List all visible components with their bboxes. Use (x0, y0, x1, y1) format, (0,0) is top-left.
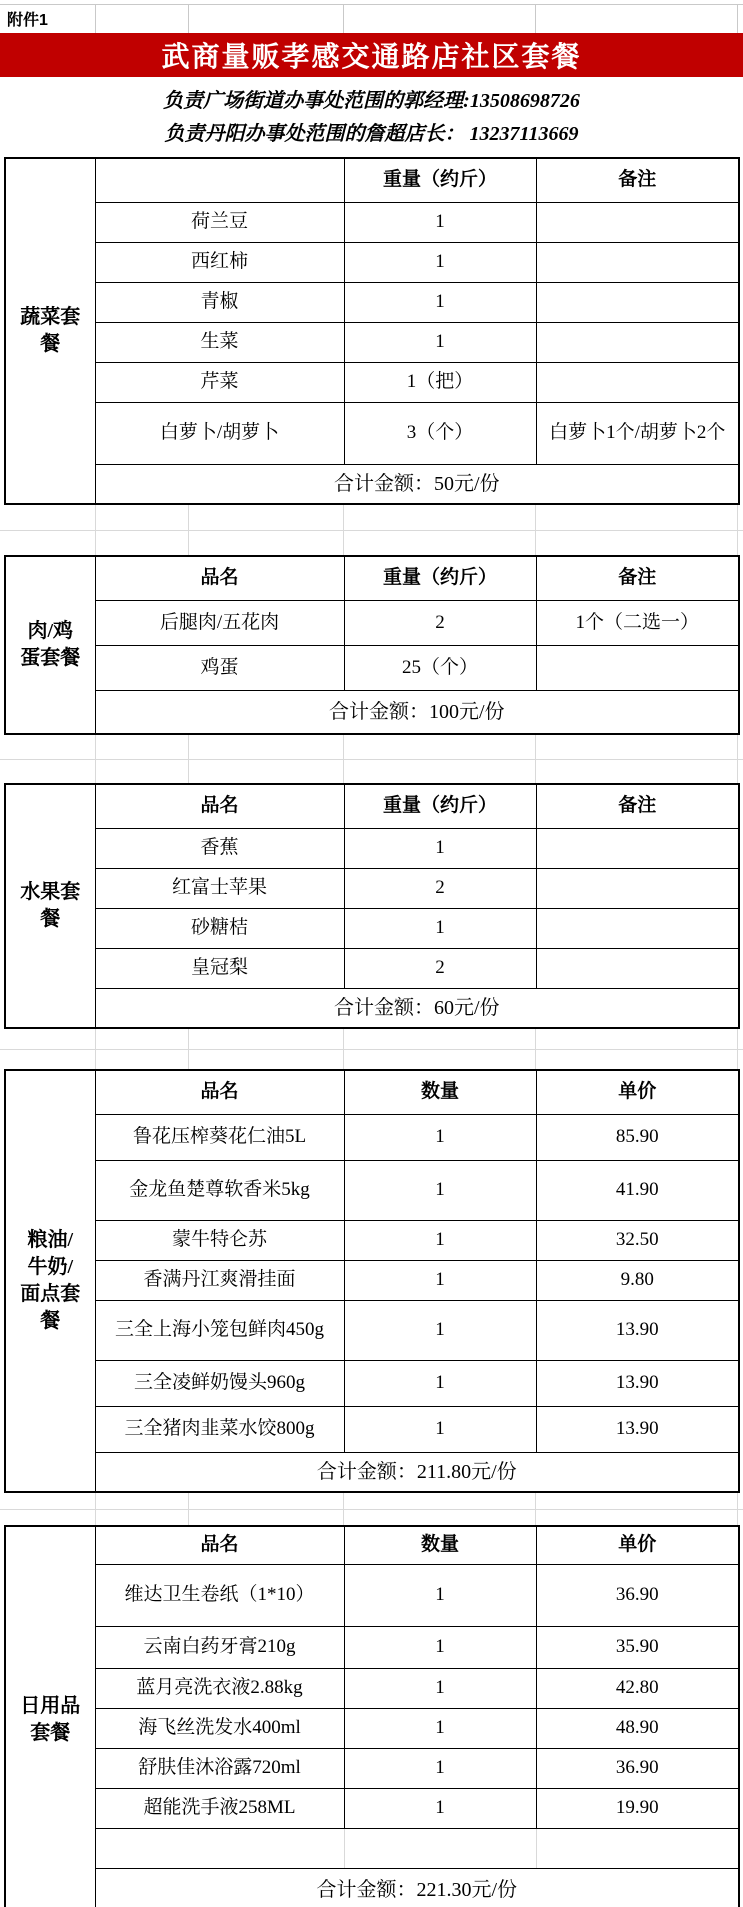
item-qty: 1 (344, 1748, 536, 1788)
table-header-row (5, 1526, 739, 1564)
table-header-row (5, 158, 739, 202)
item-name: 香蕉 (95, 828, 344, 868)
notice-line-2: 负责丹阳办事处范围的詹超店长： 13237113669 (164, 123, 579, 145)
table-row (5, 1360, 739, 1406)
item-note: 1个（二选一） (536, 600, 739, 645)
item-note (536, 828, 739, 868)
item-qty: 1 (344, 322, 536, 362)
item-note (536, 202, 739, 242)
table-row (5, 948, 739, 988)
item-name: 砂糖桔 (95, 908, 344, 948)
item-qty: 1 (344, 242, 536, 282)
item-name: 蒙牛特仑苏 (95, 1220, 344, 1260)
item-note: 36.90 (536, 1564, 739, 1626)
table-row (5, 1626, 739, 1668)
item-name: 云南白药牙膏210g (95, 1626, 344, 1668)
column-header: 备注 (536, 784, 739, 828)
sheet-gap (0, 1029, 743, 1069)
item-qty: 1 (344, 1114, 536, 1160)
item-name: 青椒 (95, 282, 344, 322)
table-row (5, 402, 739, 464)
item-note (536, 868, 739, 908)
column-header (95, 158, 344, 202)
column-header: 数量 (344, 1526, 536, 1564)
item-qty: 1 (344, 282, 536, 322)
item-note: 42.80 (536, 1668, 739, 1708)
contact-notices (0, 77, 743, 157)
table-row (5, 1788, 739, 1828)
item-qty: 1 (344, 1708, 536, 1748)
item-note (536, 362, 739, 402)
item-name: 舒肤佳沐浴露720ml (95, 1748, 344, 1788)
column-header: 重量（约斤） (344, 784, 536, 828)
table-header-row (5, 784, 739, 828)
item-note (536, 322, 739, 362)
table-row (5, 1708, 739, 1748)
item-name: 三全上海小笼包鲜肉450g (95, 1300, 344, 1360)
column-header: 备注 (536, 556, 739, 600)
item-qty (344, 1828, 536, 1868)
package-label: 肉/鸡蛋套餐 (5, 556, 95, 734)
table-row (5, 1220, 739, 1260)
item-name: 金龙鱼楚尊软香米5kg (95, 1160, 344, 1220)
item-note (536, 948, 739, 988)
item-qty: 1 (344, 1360, 536, 1406)
item-qty: 3（个） (344, 402, 536, 464)
table-row (5, 1300, 739, 1360)
item-note: 35.90 (536, 1626, 739, 1668)
item-name: 蓝月亮洗衣液2.88kg (95, 1668, 344, 1708)
item-note (536, 282, 739, 322)
column-header: 单价 (536, 1526, 739, 1564)
package-table-3 (4, 1069, 740, 1493)
column-header: 重量（约斤） (344, 158, 536, 202)
total-row (5, 464, 739, 504)
item-name: 西红柿 (95, 242, 344, 282)
package-total: 合计金额：221.30元/份 (95, 1868, 739, 1907)
item-qty: 1 (344, 1260, 536, 1300)
item-name: 荷兰豆 (95, 202, 344, 242)
item-name: 鸡蛋 (95, 645, 344, 690)
total-row (5, 988, 739, 1028)
item-qty: 2 (344, 948, 536, 988)
sheet-gap (0, 1493, 743, 1525)
total-row (5, 690, 739, 734)
item-qty: 1 (344, 1788, 536, 1828)
item-name: 海飞丝洗发水400ml (95, 1708, 344, 1748)
table-row (5, 282, 739, 322)
column-header: 品名 (95, 784, 344, 828)
item-qty: 2 (344, 600, 536, 645)
column-header: 重量（约斤） (344, 556, 536, 600)
item-name: 三全猪肉韭菜水饺800g (95, 1406, 344, 1452)
item-qty: 1 (344, 1668, 536, 1708)
item-name: 白萝卜/胡萝卜 (95, 402, 344, 464)
table-row (5, 1564, 739, 1626)
item-note (536, 908, 739, 948)
item-qty: 1 (344, 202, 536, 242)
column-header: 数量 (344, 1070, 536, 1114)
item-note (536, 1828, 739, 1868)
tables-container (0, 157, 743, 1907)
page-title: 武商量贩孝感交通路店社区套餐 (161, 41, 582, 72)
package-label: 日用品套餐 (5, 1526, 95, 1907)
item-name: 生菜 (95, 322, 344, 362)
item-name (95, 1828, 344, 1868)
item-note: 36.90 (536, 1748, 739, 1788)
sheet-gap (0, 505, 743, 555)
sheet-gap (0, 735, 743, 783)
item-qty: 1 (344, 1406, 536, 1452)
item-note (536, 645, 739, 690)
attachment-label: 附件1 (7, 12, 48, 29)
table-row (5, 1748, 739, 1788)
item-name: 芹菜 (95, 362, 344, 402)
table-row (5, 362, 739, 402)
item-note: 19.90 (536, 1788, 739, 1828)
table-row (5, 1668, 739, 1708)
column-header: 单价 (536, 1070, 739, 1114)
item-name: 香满丹江爽滑挂面 (95, 1260, 344, 1300)
table-row (5, 908, 739, 948)
package-table-0 (4, 157, 740, 505)
item-name: 皇冠梨 (95, 948, 344, 988)
item-note: 13.90 (536, 1406, 739, 1452)
item-note: 13.90 (536, 1300, 739, 1360)
table-row (5, 202, 739, 242)
item-note: 白萝卜1个/胡萝卜2个 (536, 402, 739, 464)
item-note: 32.50 (536, 1220, 739, 1260)
column-header: 品名 (95, 1526, 344, 1564)
item-note (536, 242, 739, 282)
package-total: 合计金额：211.80元/份 (95, 1452, 739, 1492)
column-header: 品名 (95, 556, 344, 600)
table-row (5, 828, 739, 868)
table-row (5, 1406, 739, 1452)
table-row (5, 1260, 739, 1300)
table-row (5, 1114, 739, 1160)
item-qty: 1 (344, 1220, 536, 1260)
item-name: 红富士苹果 (95, 868, 344, 908)
item-qty: 1 (344, 1564, 536, 1626)
table-row (5, 322, 739, 362)
top-strip (0, 0, 743, 33)
item-qty: 25（个） (344, 645, 536, 690)
package-label: 粮油/牛奶/面点套餐 (5, 1070, 95, 1492)
table-header-row (5, 556, 739, 600)
item-qty: 2 (344, 868, 536, 908)
item-name: 维达卫生卷纸（1*10） (95, 1564, 344, 1626)
package-label: 蔬菜套餐 (5, 158, 95, 504)
table-row (5, 868, 739, 908)
item-qty: 1 (344, 908, 536, 948)
table-row (5, 1828, 739, 1868)
package-total: 合计金额：50元/份 (95, 464, 739, 504)
title-banner (0, 33, 743, 77)
package-table-4 (4, 1525, 740, 1907)
item-name: 后腿肉/五花肉 (95, 600, 344, 645)
item-note: 13.90 (536, 1360, 739, 1406)
total-row (5, 1868, 739, 1907)
package-total: 合计金额：100元/份 (95, 690, 739, 734)
item-note: 48.90 (536, 1708, 739, 1748)
item-note: 85.90 (536, 1114, 739, 1160)
package-total: 合计金额：60元/份 (95, 988, 739, 1028)
package-table-1 (4, 555, 740, 735)
package-table-2 (4, 783, 740, 1029)
item-name: 三全凌鲜奶馒头960g (95, 1360, 344, 1406)
notice-line-1: 负责广场街道办事处范围的郭经理:13508698726 (163, 90, 580, 112)
item-name: 鲁花压榨葵花仁油5L (95, 1114, 344, 1160)
table-row (5, 1160, 739, 1220)
item-qty: 1 (344, 1160, 536, 1220)
item-qty: 1（把） (344, 362, 536, 402)
column-header: 品名 (95, 1070, 344, 1114)
item-note: 9.80 (536, 1260, 739, 1300)
column-header: 备注 (536, 158, 739, 202)
item-qty: 1 (344, 828, 536, 868)
table-row (5, 645, 739, 690)
table-row (5, 600, 739, 645)
table-header-row (5, 1070, 739, 1114)
item-qty: 1 (344, 1626, 536, 1668)
item-note: 41.90 (536, 1160, 739, 1220)
item-qty: 1 (344, 1300, 536, 1360)
table-row (5, 242, 739, 282)
total-row (5, 1452, 739, 1492)
item-name: 超能洗手液258ML (95, 1788, 344, 1828)
package-label: 水果套餐 (5, 784, 95, 1028)
